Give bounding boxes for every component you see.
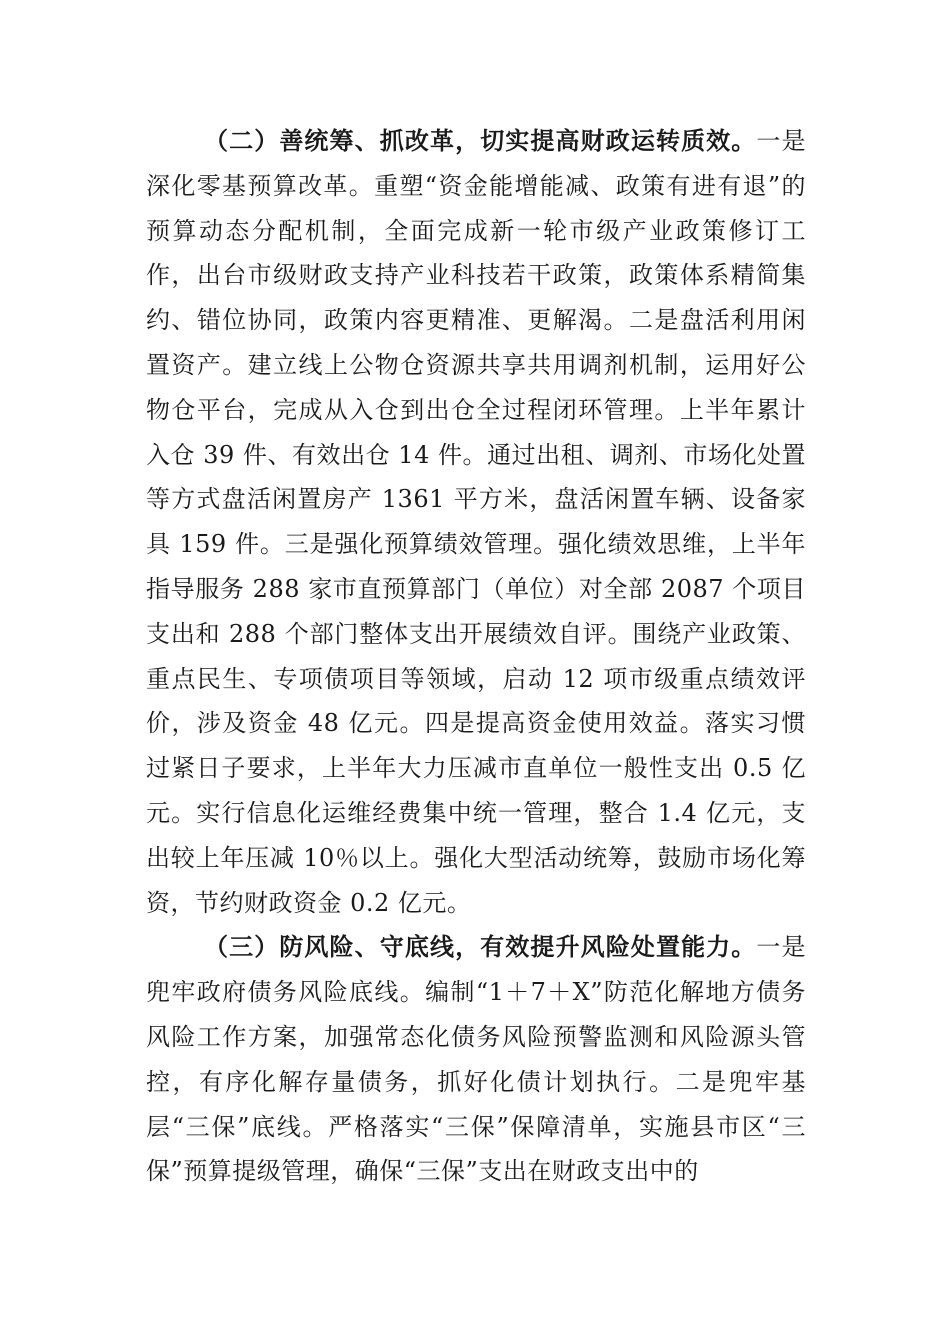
section-two-heading: （二）善统筹、抓改革，切实提高财政运转质效。: [204, 126, 757, 155]
paragraph-section-two: [146, 119, 806, 925]
section-three-heading: （三）防风险、守底线，有效提升风险处置能力。: [204, 932, 757, 962]
section-three-text: 一是兜牢政府债务风险底线。编制“1＋7＋X”防范化解地方债务风险工作方案，加强常态化债务风险预警监测和风险源头管控，有序化解存量债务，抓好化债计划执行。二是兜牢基层“三保”底线。严格落实“三保”保障清单，实施县市区“三保”预算提级管理，确保“三保”支出在财政支出中的: [146, 933, 806, 1186]
document-body: [146, 119, 806, 1194]
section-two-text: 一是深化零基预算改革。重塑“资金能增能减、政策有进有退”的预算动态分配机制，全面完成新一轮市级产业政策修订工作，出台市级财政支持产业科技若干政策，政策体系精简集约、错位协同，政策内容更精准、更解渴。二是盘活利用闲置资产。建立线上公物仓资源共享共用调剂机制，运用好公物仓平台，完成从入仓到出仓全过程闭环管理。上半年累计入仓 39 件、有效出仓 14 件。通过出租、调剂、市场化处置等方式盘活闲置房产 1361 平方米，盘活闲置车辆、设备家具 159 件。三是强化预算绩效管理。强化绩效思维，上半年指导服务 288 家市直预算部门（单位）对全部 2087 个项目支出和 288 个部门整体支出开展绩效自评。围绕产业政策、重点民生、专项债项目等领域，启动 12 项市级重点绩效评价，涉及资金 48 亿元。四是提高资金使用效益。落实习惯过紧日子要求，上半年大力压减市直单位一般性支出 0.5 亿元。实行信息化运维经费集中统一管理，整合 1.4 亿元，支出较上年压减 10％以上。强化大型活动统筹，鼓励市场化筹资，节约财政资金 0.2 亿元。: [146, 127, 806, 917]
paragraph-section-three: [146, 925, 806, 1194]
